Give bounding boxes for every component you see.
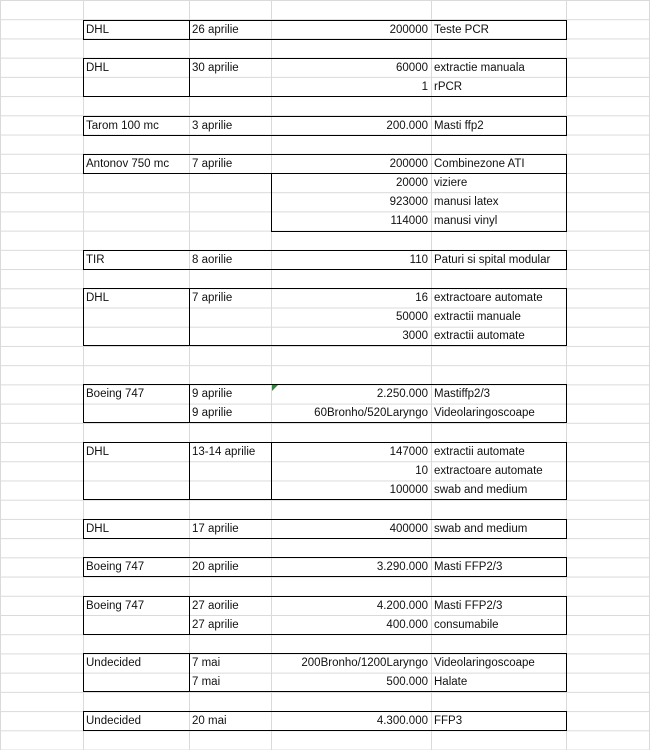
cell-quantity[interactable]: 147000 (389, 446, 428, 458)
cell-item[interactable]: swab and medium (434, 484, 528, 496)
cell-date[interactable]: 3 aprilie (192, 120, 233, 132)
cell-carrier[interactable]: Tarom 100 mc (86, 120, 159, 132)
cell-date[interactable]: 7 aprilie (192, 158, 233, 170)
cell-quantity[interactable]: 500.000 (386, 676, 428, 688)
cell-item[interactable]: extractii automate (434, 330, 525, 342)
cell-date[interactable]: 7 mai (192, 676, 221, 688)
cell-quantity[interactable]: 4.200.000 (376, 600, 428, 612)
cell-quantity[interactable]: 16 (415, 292, 428, 304)
cell-carrier[interactable]: Boeing 747 (86, 388, 145, 400)
record-border (189, 384, 190, 423)
cell-item[interactable]: consumabile (434, 619, 499, 631)
record-border (189, 653, 190, 692)
cell-quantity[interactable]: 200Bronho/1200Laryngo (301, 657, 428, 669)
cell-item[interactable]: Videolaringoscoape (434, 407, 535, 419)
cell-quantity[interactable]: 50000 (396, 311, 428, 323)
cell-date[interactable]: 9 aprilie (192, 388, 233, 400)
record-border (189, 288, 190, 346)
column-divider (431, 0, 432, 750)
cell-quantity[interactable]: 3.290.000 (376, 561, 428, 573)
cell-quantity[interactable]: 100000 (389, 484, 428, 496)
cell-item[interactable]: Masti FFP2/3 (434, 600, 503, 612)
cell-quantity[interactable]: 20000 (396, 177, 428, 189)
record-border (189, 442, 190, 500)
cell-quantity[interactable]: 4.300.000 (376, 715, 428, 727)
cell-quantity[interactable]: 400000 (389, 523, 428, 535)
cell-item[interactable]: extractie manuala (434, 62, 525, 74)
cell-carrier[interactable]: DHL (86, 446, 110, 458)
cell-quantity[interactable]: 923000 (389, 196, 428, 208)
cell-quantity[interactable]: 1 (421, 81, 428, 93)
cell-date[interactable]: 8 aorilie (192, 254, 233, 266)
record-border (271, 442, 272, 500)
cell-quantity[interactable]: 2.250.000 (376, 388, 428, 400)
cell-quantity[interactable]: 60Bronho/520Laryngo (314, 407, 428, 419)
cell-date[interactable]: 30 aprilie (192, 62, 239, 74)
cell-quantity[interactable]: 200000 (389, 24, 428, 36)
cell-date[interactable]: 7 aprilie (192, 292, 233, 304)
column-divider (189, 0, 190, 750)
cell-quantity[interactable]: 400.000 (386, 619, 428, 631)
cell-date[interactable]: 27 aorilie (192, 600, 239, 612)
cell-item[interactable]: Mastiffp2/3 (434, 388, 491, 400)
cell-carrier[interactable]: Undecided (86, 657, 141, 669)
comment-indicator-icon[interactable] (272, 385, 278, 391)
cell-carrier[interactable]: DHL (86, 292, 110, 304)
cell-date[interactable]: 20 mai (192, 715, 227, 727)
cell-item[interactable]: extractoare automate (434, 292, 543, 304)
cell-item[interactable]: Masti FFP2/3 (434, 561, 503, 573)
cell-item[interactable]: Paturi si spital modular (434, 254, 551, 266)
cell-quantity[interactable]: 114000 (390, 215, 428, 227)
cell-carrier[interactable]: Boeing 747 (86, 600, 145, 612)
cell-item[interactable]: extractii automate (434, 446, 525, 458)
cell-date[interactable]: 13-14 aprilie (192, 446, 256, 458)
cell-carrier[interactable]: TIR (86, 254, 105, 266)
cell-item[interactable]: Halate (434, 676, 468, 688)
cell-item[interactable]: Combinezone ATI (434, 158, 525, 170)
cell-date[interactable]: 7 mai (192, 657, 221, 669)
cell-date[interactable]: 20 aprilie (192, 561, 239, 573)
cell-item[interactable]: Teste PCR (434, 24, 489, 36)
cell-item[interactable]: extractii manuale (434, 311, 521, 323)
cell-quantity[interactable]: 200000 (389, 158, 428, 170)
cell-item[interactable]: swab and medium (434, 523, 528, 535)
cell-quantity[interactable]: 10 (415, 465, 428, 477)
cell-item[interactable]: manusi vinyl (434, 215, 498, 227)
cell-carrier[interactable]: DHL (86, 62, 110, 74)
cell-item[interactable]: Masti ffp2 (434, 120, 484, 132)
cell-date[interactable]: 27 aprilie (192, 619, 239, 631)
cell-carrier[interactable]: Antonov 750 mc (86, 158, 170, 170)
cell-quantity[interactable]: 200.000 (386, 120, 428, 132)
cell-quantity[interactable]: 110 (409, 254, 428, 266)
cell-item[interactable]: rPCR (434, 81, 463, 93)
cell-item[interactable]: viziere (434, 177, 468, 189)
column-divider (83, 0, 84, 750)
cell-date[interactable]: 26 aprilie (192, 24, 239, 36)
cell-date[interactable]: 9 aprilie (192, 407, 233, 419)
column-divider (566, 0, 567, 750)
record-border (189, 58, 190, 97)
record-border (189, 20, 190, 40)
cell-carrier[interactable]: Undecided (86, 715, 141, 727)
cell-item[interactable]: Videolaringoscoape (434, 657, 535, 669)
column-divider (271, 0, 272, 750)
cell-carrier[interactable]: Boeing 747 (86, 561, 145, 573)
cell-quantity[interactable]: 60000 (396, 62, 428, 74)
cell-item[interactable]: manusi latex (434, 196, 499, 208)
cell-quantity[interactable]: 3000 (402, 330, 428, 342)
cell-carrier[interactable]: DHL (86, 523, 110, 535)
record-border (189, 596, 190, 635)
cell-date[interactable]: 17 aprilie (192, 523, 239, 535)
cell-item[interactable]: extractoare automate (434, 465, 543, 477)
cell-carrier[interactable]: DHL (86, 24, 110, 36)
cell-item[interactable]: FFP3 (434, 715, 463, 727)
